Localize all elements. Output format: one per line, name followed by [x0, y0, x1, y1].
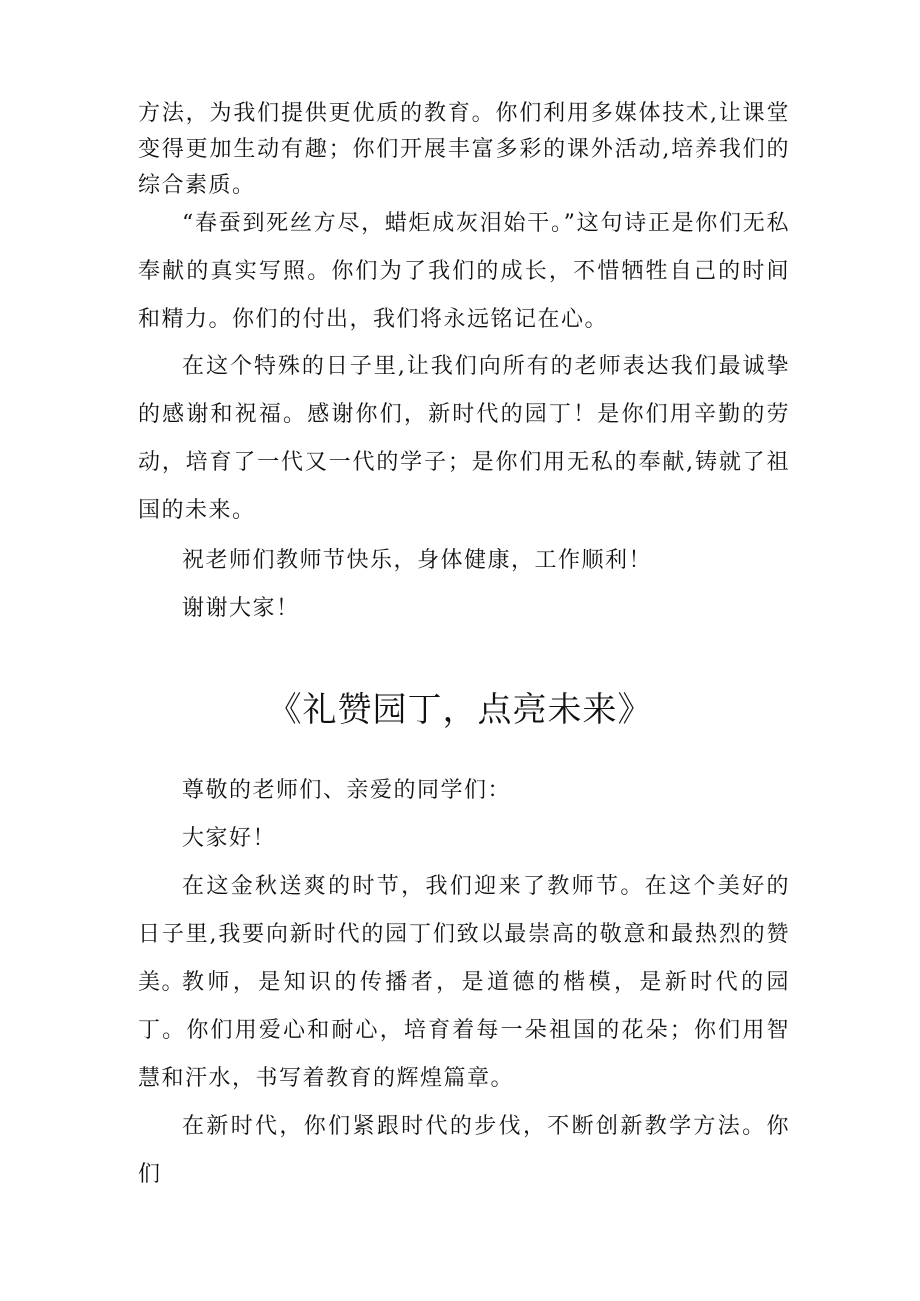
- paragraph-teachers: 教师，是知识的传播者，是道德的楷模，是新时代的园丁。你们用爱心和耐心，培育着每一朵祖国的花朵；你们用智慧和汗水，书写着教育的辉煌篇章。: [138, 970, 790, 1091]
- paragraph-method: 方法，为我们提供更优质的教育。你们利用多媒体技术,让课堂变得更加生动有趣；你们开展丰富多彩的课外活动,培养我们的综合素质。: [138, 101, 790, 198]
- section-title: 《礼赞园丁，点亮未来》: [267, 690, 653, 730]
- paragraph-greeting: 大家好！: [182, 826, 277, 851]
- paragraph-season: 在这金秋送爽的时节，我们迎来了教师节。在这个美好的日子里,我要向新时代的园丁们致以最崇高的敬意和最热烈的赞美。: [138, 874, 790, 995]
- paragraph-wishes: 祝老师们教师节快乐，身体健康，工作顺利！: [182, 548, 653, 573]
- paragraph-poem: “春蚕到死丝方尽，蜡炬成灰泪始干。”这句诗正是你们无私奉献的真实写照。你们为了我们的成长，不惜牺牲自己的时间和精力。你们的付出，我们将永远铭记在心。: [138, 211, 790, 332]
- paragraph-gratitude: 在这个特殊的日子里,让我们向所有的老师表达我们最诚挚的感谢和祝福。感谢你们，新时代的园丁！是你们用辛勤的劳动，培育了一代又一代的学子；是你们用无私的奉献,铸就了祖国的未来。: [138, 354, 790, 523]
- paragraph-thanks: 谢谢大家！: [182, 596, 300, 621]
- paragraph-innovation: 在新时代，你们紧跟时代的步伐，不断创新教学方法。你们: [138, 1114, 790, 1187]
- paragraph-salutation: 尊敬的老师们、亲爱的同学们：: [182, 778, 512, 803]
